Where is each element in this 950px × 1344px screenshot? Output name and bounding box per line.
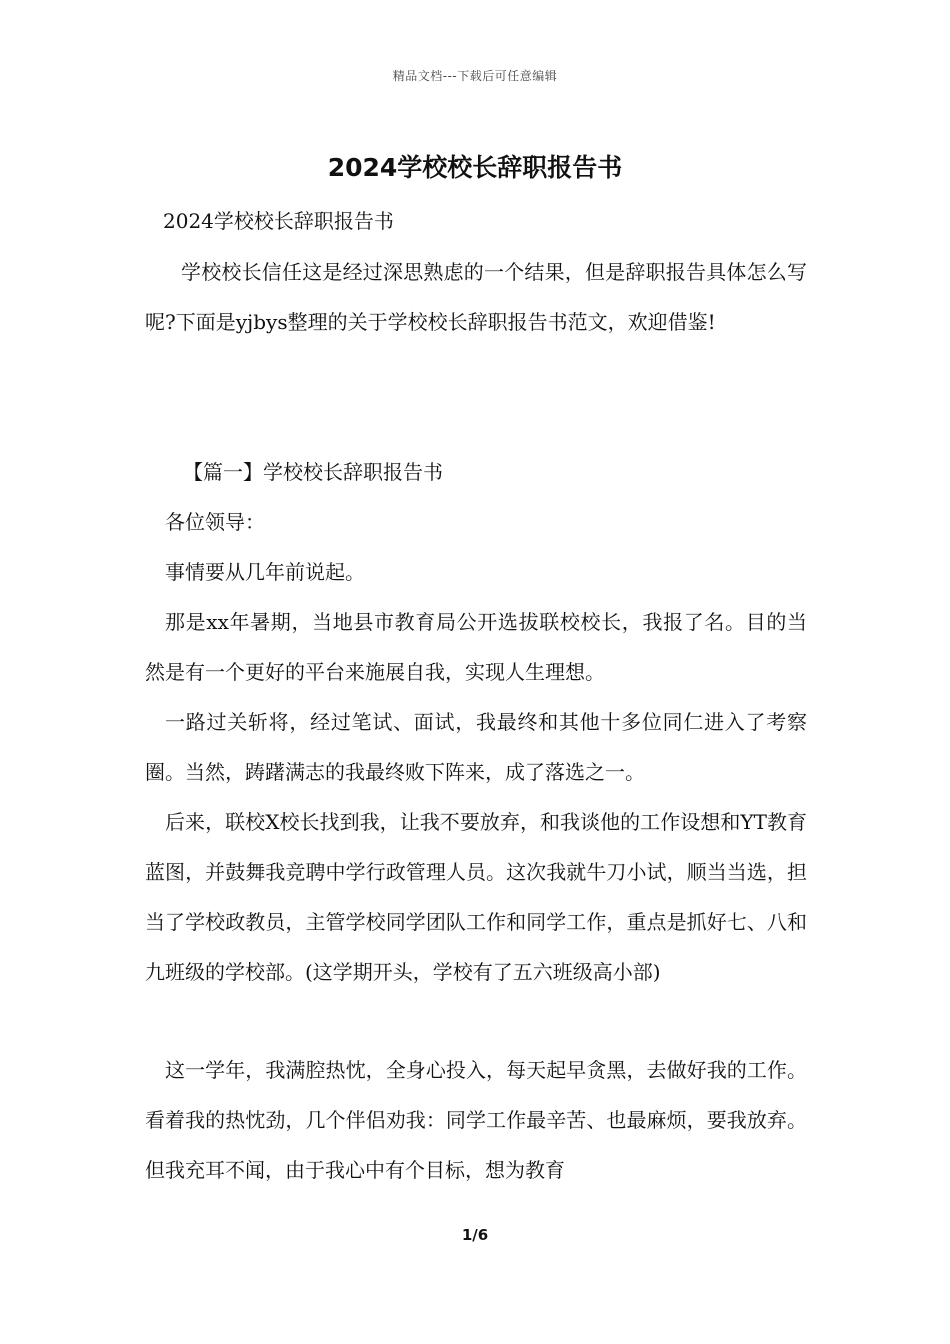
- subtitle-paragraph: 2024学校校长辞职报告书: [163, 209, 394, 233]
- page-header-note: 精品文档---下载后可任意编辑: [392, 69, 558, 83]
- section-heading: 【篇一】学校校长辞职报告书: [183, 460, 443, 484]
- body-paragraph: 事情要从几年前说起。: [165, 560, 365, 584]
- page-number: 1/6: [461, 1226, 489, 1244]
- salutation-paragraph: 各位领导：: [165, 510, 265, 534]
- body-paragraph: 这一学年，我满腔热忱，全身心投入，每天起早贪黑，去做好我的工作。看着我的热忱劲，几个伴侣劝我：同学工作最辛苦、也最麻烦，要我放弃。但我充耳不闻，由于我心中有个目标，想为教育: [145, 1058, 807, 1182]
- body-paragraph: 一路过关斩将，经过笔试、面试，我最终和其他十多位同仁进入了考察圈。当然，踌躇满志的我最终败下阵来，成了落选之一。: [145, 710, 807, 784]
- intro-paragraph: 学校校长信任这是经过深思熟虑的一个结果，但是辞职报告具体怎么写呢?下面是yjbys整理的关于学校校长辞职报告书范文，欢迎借鉴!: [145, 260, 807, 334]
- body-paragraph: 后来，联校X校长找到我，让我不要放弃，和我谈他的工作设想和YT教育蓝图，并鼓舞我竞聘中学行政管理人员。这次我就牛刀小试，顺当当选，担当了学校政教员，主管学校同学团队工作和同学工作，重点是抓好七、八和九班级的学校部。(这学期开头，学校有了五六班级高小部): [145, 810, 807, 984]
- body-paragraph: 那是xx年暑期，当地县市教育局公开选拔联校校长，我报了名。目的当然是有一个更好的平台来施展自我，实现人生理想。: [145, 610, 807, 684]
- document-title: 2024学校校长辞职报告书: [327, 153, 623, 182]
